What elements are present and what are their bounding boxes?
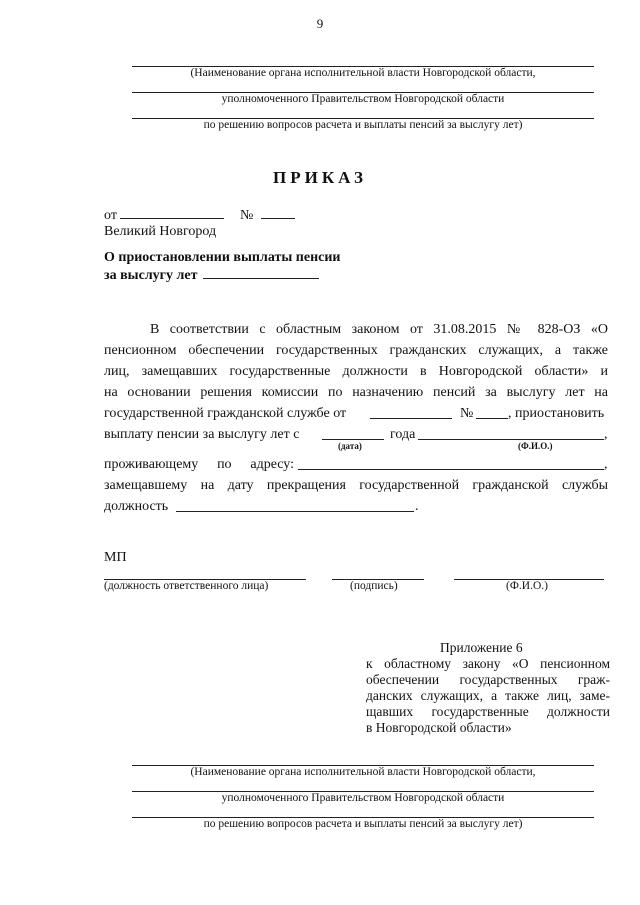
suspension-date-blank[interactable] [322, 427, 384, 440]
fio-caption: (Ф.И.О.) [506, 580, 548, 592]
position-caption: (должность ответственного лица) [104, 580, 269, 592]
page-number: 9 [316, 16, 324, 31]
number-blank[interactable] [261, 206, 295, 219]
address-blank[interactable] [298, 457, 604, 470]
header-caption-line2: уполномоченного Правительством Новгородской области [221, 93, 505, 105]
appendix-title: Приложение 6 [440, 640, 523, 655]
order-title: ПРИКАЗ [273, 168, 367, 187]
order-subject-line2-row [104, 266, 319, 284]
fio-blank[interactable] [418, 427, 604, 440]
appendix-text [366, 656, 610, 736]
body-line-2: пенсионном обеспечении государственных гражданских служащих, а также [104, 343, 608, 358]
order-subject-line2: за выслугу лет [104, 268, 198, 283]
order-subject-line1: О приостановлении выплаты пенсии [104, 250, 341, 265]
appendix-line-1: к областному закону «О пенсионном [366, 656, 610, 671]
caption-fio: (Ф.И.О.) [518, 441, 553, 451]
body-line-8: замещавшему на дату прекращения государственной гражданской службы [104, 478, 608, 493]
caption-date: (дата) [338, 441, 362, 451]
position-blank[interactable] [176, 499, 414, 512]
appendix-line-3: данских служащих, а также лиц, заме- [366, 688, 610, 703]
city: Великий Новгород [104, 224, 217, 239]
order-date-number-row [104, 206, 295, 224]
body-line-7-comma: , [604, 457, 608, 472]
body-line-6-year: года [390, 427, 416, 442]
body-line-9-period: . [415, 499, 419, 514]
body-line-3: лиц, замещавших государственные должности в Новгородской области» и [104, 364, 608, 379]
body-line-5-start: государственной гражданской службе от [104, 406, 347, 421]
from-label: от [104, 208, 117, 223]
header-caption-line1: (Наименование органа исполнительной власти Новгородской области, [190, 67, 536, 79]
appendix-line-4: щавших государственные должности [366, 704, 610, 719]
header-caption-line3: по решению вопросов расчета и выплаты пенсий за выслугу лет) [203, 818, 523, 830]
subject-blank[interactable] [203, 266, 319, 279]
header-caption-line1: (Наименование органа исполнительной власти Новгородской области, [190, 766, 536, 778]
body-line-5-end: , приостановить [508, 406, 605, 421]
body-line-9: должность [104, 499, 169, 514]
body-line-6-start: выплату пенсии за выслугу лет с [104, 427, 300, 442]
date-blank[interactable] [120, 206, 224, 219]
stamp-mark: МП [104, 550, 127, 565]
number-label: № [239, 208, 254, 223]
header-caption-line3: по решению вопросов расчета и выплаты пенсий за выслугу лет) [203, 119, 523, 131]
signature-caption: (подпись) [350, 580, 398, 592]
body-line-4: на основании решения комиссии по назначению пенсий за выслугу лет на [104, 385, 608, 400]
header-caption-line2: уполномоченного Правительством Новгородской области [221, 792, 505, 804]
body-line-6-comma: , [604, 427, 608, 442]
decision-number-blank[interactable] [476, 406, 508, 419]
appendix-line-2: обеспечении государственных граж- [366, 672, 610, 687]
body-line-7: проживающему по адресу: [104, 457, 294, 472]
appendix-line-5: в Новгородской области» [366, 720, 512, 735]
decision-date-blank[interactable] [370, 406, 452, 419]
body-line-5-number-label: № [460, 406, 474, 421]
body-line-1: В соответствии с областным законом от 31.08.2015 № 828-ОЗ «О [150, 322, 608, 337]
